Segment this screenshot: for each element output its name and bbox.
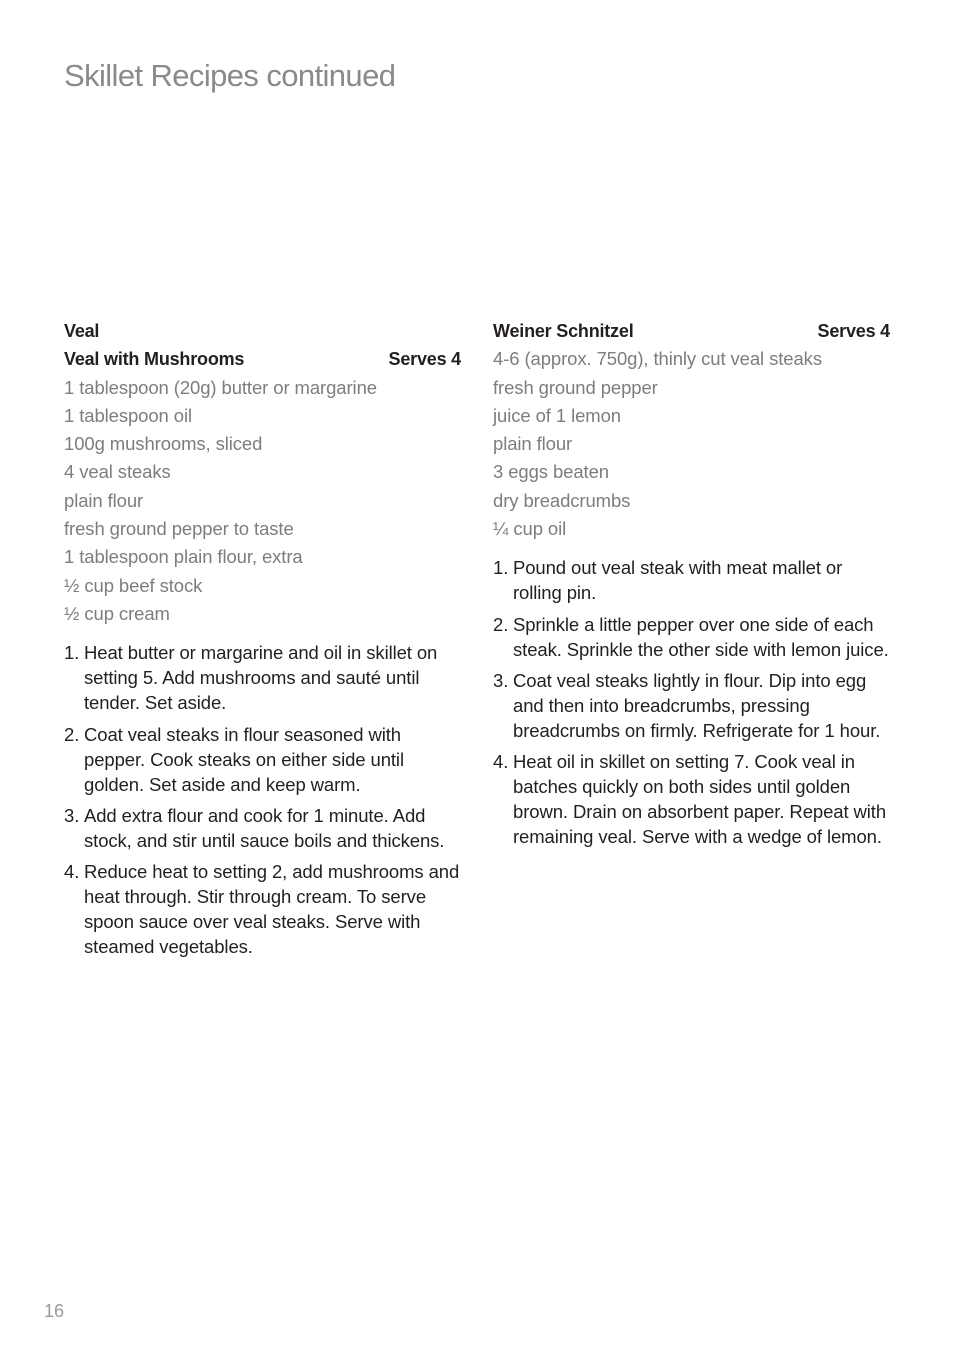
recipe-title-row — [64, 345, 461, 373]
method-step — [64, 722, 461, 797]
ingredient-item: 4-6 (approx. 750g), thinly cut veal steaks — [493, 348, 822, 370]
ingredient-item: ½ cup cream — [64, 602, 170, 624]
method-step — [493, 612, 890, 662]
step-number: 1. — [493, 557, 509, 579]
ingredient-item: fresh ground pepper to taste — [64, 518, 294, 540]
ingredient-list — [493, 345, 890, 543]
ingredient-item: juice of 1 lemon — [493, 404, 621, 426]
step-number: 2. — [64, 723, 80, 745]
step-text: Heat oil in skillet on setting 7. Cook veal in batches quickly on both sides until golden brown. Drain on absorbent paper. Repeat with remaining veal. Serve with a wedge of lemon. — [513, 751, 887, 848]
ingredient-item: ½ cup beef stock — [64, 574, 203, 596]
method-step — [64, 803, 461, 853]
method-list — [64, 640, 461, 959]
step-number: 4. — [64, 861, 80, 883]
method-step — [493, 749, 890, 849]
ingredient-item: 1 tablespoon plain flour, extra — [64, 546, 303, 568]
ingredient-list — [64, 374, 461, 629]
recipe-column-right — [493, 317, 890, 856]
ingredient-item: plain flour — [493, 433, 573, 455]
ingredient-item: 1 tablespoon (20g) butter or margarine — [64, 376, 377, 398]
ingredient-item: fresh ground pepper — [493, 376, 658, 398]
recipe-title-row — [493, 317, 890, 345]
ingredient-item: 4 veal steaks — [64, 461, 171, 483]
method-step — [64, 640, 461, 715]
recipe-column-left — [64, 317, 461, 965]
step-text: Coat veal steaks in flour seasoned with pepper. Cook steaks on either side until golden. Set aside and keep warm. — [84, 723, 404, 795]
ingredient-item: plain flour — [64, 489, 144, 511]
method-step — [493, 555, 890, 605]
ingredient-item: 100g mushrooms, sliced — [64, 433, 263, 455]
step-number: 4. — [493, 751, 509, 773]
ingredient-item: 3 eggs beaten — [493, 461, 609, 483]
step-text: Sprinkle a little pepper over one side of each steak. Sprinkle the other side with lemon juice. — [513, 613, 889, 660]
ingredient-item: dry breadcrumbs — [493, 489, 631, 511]
recipe-title: Weiner Schnitzel — [493, 321, 634, 341]
step-text: Reduce heat to setting 2, add mushrooms and heat through. Stir through cream. To serve spoon sauce over veal steaks. Serve with steamed vegetables. — [84, 861, 460, 958]
step-number: 3. — [64, 804, 80, 826]
serves-label: Serves 4 — [388, 349, 461, 370]
method-step — [493, 668, 890, 743]
page-title: Skillet Recipes continued — [64, 58, 396, 93]
step-text: Coat veal steaks lightly in flour. Dip into egg and then into breadcrumbs, pressing breadcrumbs on firmly. Refrigerate for 1 hour. — [513, 669, 881, 741]
ingredient-item: 1 tablespoon oil — [64, 404, 192, 426]
step-text: Heat butter or margarine and oil in skillet on setting 5. Add mushrooms and sauté until tender. Set aside. — [84, 642, 438, 714]
section-heading-row — [64, 317, 461, 345]
step-text: Pound out veal steak with meat mallet or rolling pin. — [513, 557, 843, 604]
ingredient-item: ¼ cup oil — [493, 518, 567, 540]
recipe-title: Veal with Mushrooms — [64, 349, 245, 370]
step-number: 2. — [493, 613, 509, 635]
page-number: 16 — [44, 1301, 65, 1321]
method-list — [493, 555, 890, 849]
step-number: 1. — [64, 642, 80, 664]
step-number: 3. — [493, 669, 509, 691]
step-text: Add extra flour and cook for 1 minute. Add stock, and stir until sauce boils and thickens. — [84, 804, 445, 851]
section-heading: Veal — [64, 321, 100, 341]
method-step — [64, 859, 461, 959]
serves-label: Serves 4 — [817, 321, 890, 341]
